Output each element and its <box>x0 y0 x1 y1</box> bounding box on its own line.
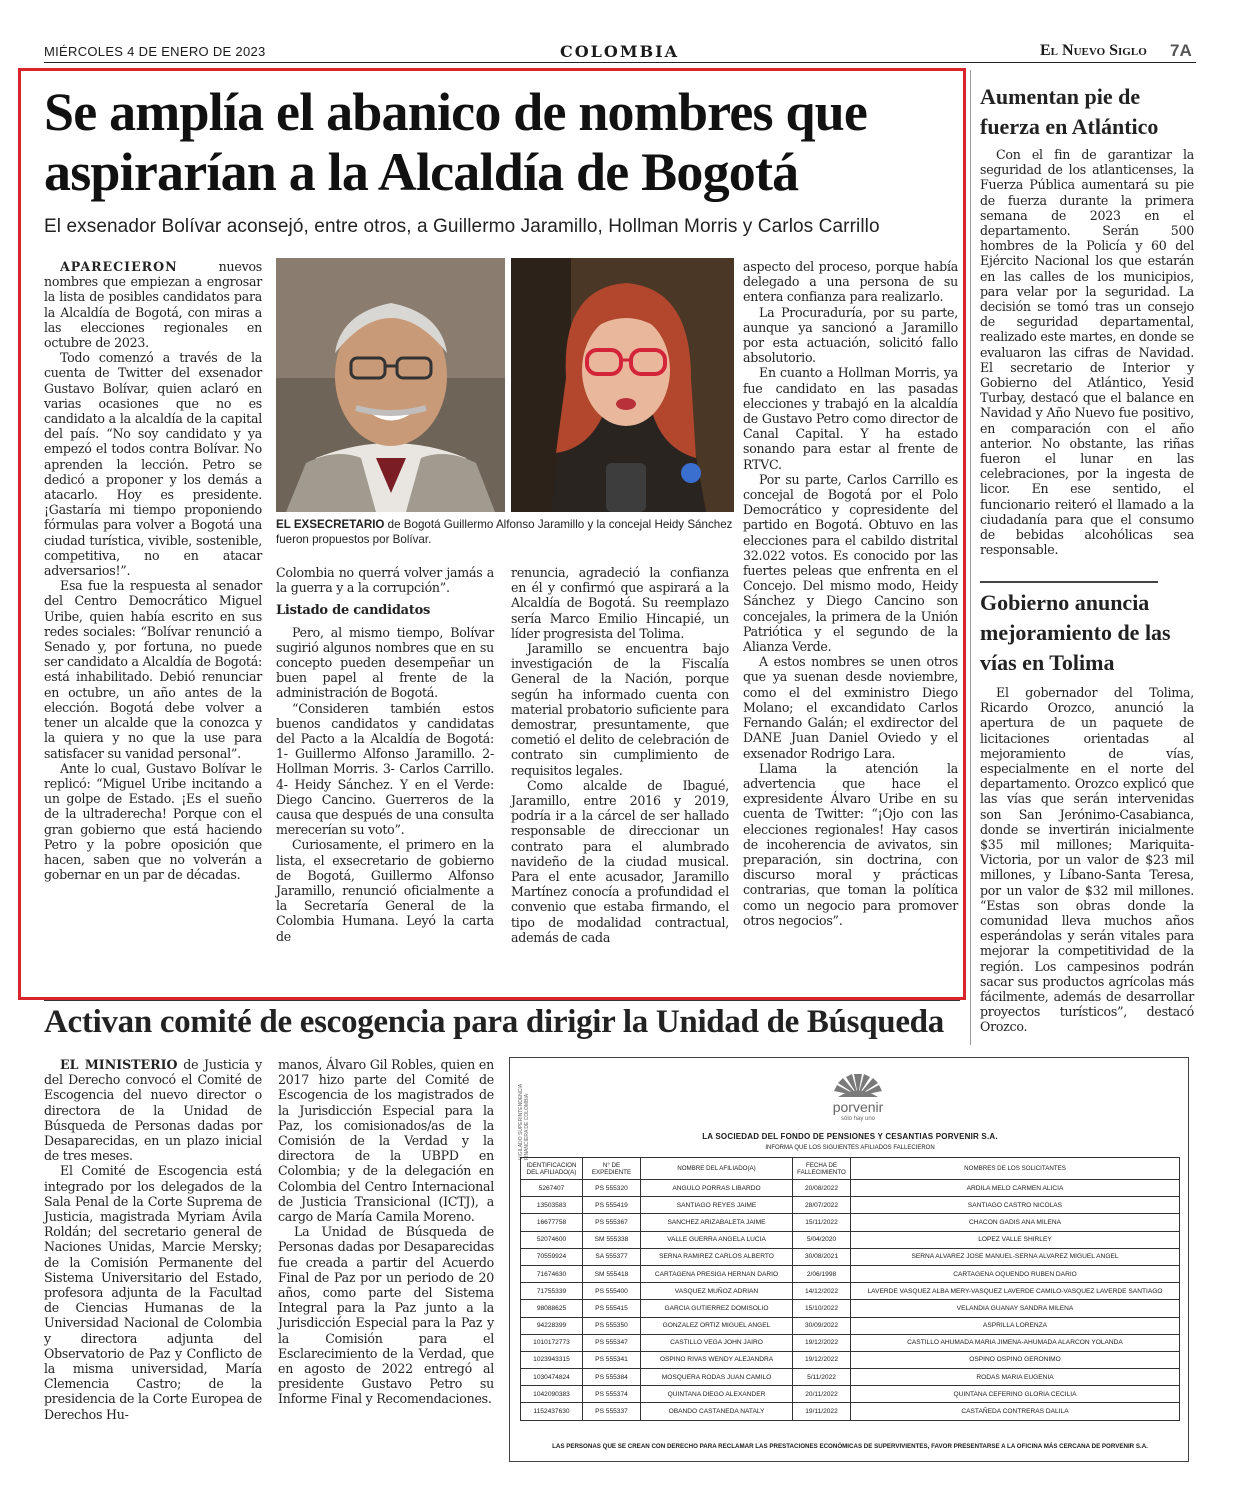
photo-caption <box>276 517 736 547</box>
paragraph: El gobernador del Tolima, Ricardo Orozco, anunció la apertura de un paquete de licitaciones orientadas al mejoramiento de vías, especialmente en el norte del departamento. Orozco explicó que las vías que serán intervenidas son San Jerónimo-Casabianca, donde se invertirán inicialmente $35 mil millones; Mariquita-Victoria, por un valor de $23 mil millones, y Líbano-Santa Teresa, por un valor de $32 mil millones. “Estas son obras donde la comunidad lleva muchos años esperándolas y serán vitales para mejorar la competitividad de la región. Los campesinos podrán sacar sus productos agrícolas más fácilmente, además de desarrollar proyectos turísticos”, destacó Orozco. <box>980 685 1194 1035</box>
header-rule <box>44 62 1196 63</box>
table-cell: 94228399 <box>521 1317 583 1334</box>
table-cell: RODAS MARIA EUGENIA <box>851 1369 1180 1386</box>
paragraph: Por su parte, Carlos Carrillo es concejal de Bogotá por el Polo Democrático y copresidente del partido en Bogotá. Obtuvo en las elecciones para el cabildo distrital 32.022 votos. Es conocido por las fuertes peleas que enfrenta en el Concejo. Del mismo modo, Heidy Sánchez y Diego Cancino son concejales, la primera de la Unión Patriótica y el segundo de la Alianza Verde. <box>743 471 958 655</box>
table-cell: LAVERDE VASQUEZ ALBA MERY-VASQUEZ LAVERDE CAMILO-VASQUEZ LAVERDE SANTIAGO <box>851 1283 1180 1300</box>
table-row <box>521 1403 1180 1420</box>
porvenir-tagline: sólo hay uno <box>840 1116 876 1122</box>
table-cell: 5267407 <box>521 1180 583 1197</box>
table-header-row <box>521 1158 1180 1180</box>
table-cell: PS 555337 <box>583 1403 641 1420</box>
paragraph: de Justicia y del Derecho convocó el Comité de Escogencia del nuevo director o directora de la Unidad de Búsqueda de Personas dadas por Desaparecidas, en un plazo inicial de tres meses. <box>44 1057 262 1164</box>
paragraph: La Unidad de Búsqueda de Personas dadas por Desaparecidas fue creada a partir del Acuerdo Final de Paz por un periodo de 20 años, como parte del Sistema Integral para la Paz junto a la Jurisdicción Especial para la Paz y la Comisión para el Esclarecimiento de la Verdad, que en agosto de 2022 entregó al presidente Gustavo Petro su Informe Final y Recomendaciones. <box>278 1224 494 1407</box>
table-cell: 70559924 <box>521 1248 583 1265</box>
table-cell: SM 555418 <box>583 1265 641 1282</box>
porvenir-logo-text: porvenir <box>832 1099 884 1115</box>
table-cell: 71674630 <box>521 1265 583 1282</box>
table-cell: 19/12/2022 <box>793 1334 851 1351</box>
caption-lead: EL EXSECRETARIO <box>276 518 385 531</box>
table-cell: 52074600 <box>521 1231 583 1248</box>
paragraph: En cuanto a Hollman Morris, ya fue candidato en las pasadas elecciones y trabajó en la alcaldía de Gustavo Petro como director de Canal Capital. Y ha estado sonando para estar al frente de RTVC. <box>743 365 958 472</box>
table-cell: 5/04/2020 <box>793 1231 851 1248</box>
table-cell: 5/11/2022 <box>793 1369 851 1386</box>
table-row <box>521 1283 1180 1300</box>
photo-guillermo-jaramillo <box>276 258 505 512</box>
table-cell: LOPEZ VALLE SHIRLEY <box>851 1231 1180 1248</box>
sidebar-headline-atlantico: Aumentan pie de fuerza en Atlántico <box>980 84 1159 139</box>
bottom-article-column-1 <box>44 1057 262 1422</box>
table-row <box>521 1197 1180 1214</box>
table-cell: GONZALEZ ORTIZ MIGUEL ANGEL <box>641 1317 793 1334</box>
sidebar-headline-tolima: Gobierno anuncia mejoramiento de las vías en Tolima <box>980 590 1171 675</box>
page-number: 7A <box>1170 41 1192 60</box>
table-row <box>521 1231 1180 1248</box>
deceased-affiliates-table <box>520 1157 1180 1421</box>
table-cell: 1010172773 <box>521 1334 583 1351</box>
table-row <box>521 1214 1180 1231</box>
table-cell: GARCIA GUTIERREZ DOMISOLIO <box>641 1300 793 1317</box>
main-headline: Se amplía el abanico de nombres que aspirarían a la Alcaldía de Bogotá <box>44 82 868 202</box>
table-cell: 16677758 <box>521 1214 583 1231</box>
table-cell: CASTILLO VEGA JOHN JAIRO <box>641 1334 793 1351</box>
section-title: COLOMBIA <box>560 42 679 61</box>
table-cell: PS 555374 <box>583 1386 641 1403</box>
table-cell: 1030474824 <box>521 1369 583 1386</box>
table-cell: 30/09/2022 <box>793 1317 851 1334</box>
paragraph: renuncia, agradeció la confianza en él y confirmó que aspirará a la Alcaldía de Bogotá. Su reemplazo sería Marco Emilio Hincapié, un líder progresista del Tolima. <box>511 565 729 641</box>
notice-footer: LAS PERSONAS QUE SE CREAN CON DERECHO PARA RECLAMAR LAS PRESTACIONES ECONÓMICAS DE SUPERVIVIENTES, FAVOR PRESENTARSE A LA OFICINA MÁS CERCANA DE PORVENIR S.A. <box>552 1443 1148 1450</box>
paragraph: Pero, al mismo tiempo, Bolívar sugirió algunos nombres que en su concepto pueden desempeñar un buen papel al frente de la administración de Bogotá. <box>276 624 494 701</box>
table-cell: SM 555338 <box>583 1231 641 1248</box>
col-header-expediente: N° DE EXPEDIENTE <box>583 1158 641 1180</box>
table-cell: CASTAÑEDA CONTRERAS DALILA <box>851 1403 1180 1420</box>
table-cell: SANTIAGO CASTRO NICOLAS <box>851 1197 1180 1214</box>
paragraph: nuevos nombres que empiezan a engrosar la lista de posibles candidatos para la Alcaldía de Bogotá, con miras a las elecciones regionales en octubre de 2023. <box>44 259 262 351</box>
table-cell: QUINTANA CEFERINO GLORIA CECILIA <box>851 1386 1180 1403</box>
paragraph: Todo comenzó a través de la cuenta de Twitter del exsenador Gustavo Bolívar, quien aclaró en varias ocasiones que no es candidato a la alcaldía de la capital del país. “No soy candidato y ya empezó el todos contra Bolívar. No aprenden la lección. Petro se dedicó a proponer y los demás a atacarlo. Hoy es presidente. ¡Gastaría mi tiempo proponiendo fórmulas para volver a Bogotá una ciudad turística, vivible, sostenible, competitiva, no en atacar adversarios!”. <box>44 350 262 579</box>
paragraph: El Comité de Escogencia está integrado por los delegados de la Sala Penal de la Corte Suprema de Justicia, magistrada Myriam Ávila Roldán; del secretario general de Naciones Unidas, Marcie Mersky; de la Comisión Permanente del Sistema Universitario del Estado, profesora adjunta de la Facultad de Ciencias Humanas de la Universidad Nacional de Colombia y directora adjunta del Observatorio de Paz y Conflicto de la misma universidad, María Clemencia Castro; de la presidencia de la Corte Europea de Derechos Hu- <box>44 1163 263 1422</box>
issue-date: MIÉRCOLES 4 DE ENERO DE 2023 <box>44 44 266 59</box>
lead-word: EL MINISTERIO <box>60 1057 178 1072</box>
notice-title: LA SOCIEDAD DEL FONDO DE PENSIONES Y CESANTIAS PORVENIR S.A. <box>702 1132 998 1141</box>
table-cell: PS 555400 <box>583 1283 641 1300</box>
table-cell: 1042090383 <box>521 1386 583 1403</box>
table-cell: MOSQUERA RODAS JUAN CAMILO <box>641 1369 793 1386</box>
table-row <box>521 1317 1180 1334</box>
table-cell: ANGULO PORRAS LIBARDO <box>641 1180 793 1197</box>
table-cell: OSPINO RIVAS WENDY ALEJANDRA <box>641 1351 793 1368</box>
table-cell: SERNA ALVAREZ JOSE MANUEL-SERNA ALVAREZ MIGUEL ANGEL <box>851 1248 1180 1265</box>
table-cell: SA 555377 <box>583 1248 641 1265</box>
paragraph: A estos nombres se unen otros que ya suenan desde noviembre, como el del exministro Diego Molano; el excandidato Carlos Fernando Galán; el exdirector del DANE Juan Daniel Oviedo y el exsenador Rodrigo Lara. <box>743 654 958 761</box>
paragraph: “Consideren también estos buenos candidatos y candidatas del Pacto a la Alcaldía de Bogotá: 1- Guillermo Alfonso Jaramillo. 2- Hollman Morris. 3- Carlos Carrillo. 4- Heidy Sánchez. Y en el Verde: Diego Cancino. Guerreros de la causa que después de una consulta merecerían su voto”. <box>276 700 494 838</box>
paragraph: Curiosamente, el primero en la lista, el exsecretario de gobierno de Bogotá, Guillermo Alfonso Jaramillo, renunció oficialmente a la Secretaría General de la Colombia Humana. Leyó la carta de <box>276 837 494 944</box>
table-cell: ASPRILLA LORENZA <box>851 1317 1180 1334</box>
table-cell: PS 555350 <box>583 1317 641 1334</box>
notice-subtitle: INFORMA QUE LOS SIGUIENTES AFILIADOS FALLECIERON <box>765 1145 935 1151</box>
sidebar-story-tolima <box>980 685 1194 1035</box>
paragraph: Ante lo cual, Gustavo Bolívar le replicó: “Miguel Uribe incitando a un golpe de Estado. ¡Es el sueño de la ultraderecha! Porque con el gran gobierno que está haciendo Petro y la pobre oposición que hacen, saben que no volverán a gobernar en un par de décadas. <box>44 760 262 883</box>
table-cell: PS 555367 <box>583 1214 641 1231</box>
table-row <box>521 1334 1180 1351</box>
table-cell: 1152437630 <box>521 1403 583 1420</box>
table-cell: PS 555347 <box>583 1334 641 1351</box>
table-cell: 15/10/2022 <box>793 1300 851 1317</box>
table-cell: 71755339 <box>521 1283 583 1300</box>
table-cell: 19/12/2022 <box>793 1351 851 1368</box>
table-cell: PS 555384 <box>583 1369 641 1386</box>
paragraph: manos, Álvaro Gil Robles, quien en 2017 hizo parte del Comité de Escogencia de los magistrados de la Jurisdicción Especial para la Paz, los comisionados/as de la Comisión de la Verdad y la directora de la UBPD en Colombia; y de la delegación en Colombia del Centro Internacional de Justicia Transicional (ICTJ), a cargo de María Camila Moreno. <box>278 1057 494 1225</box>
table-cell: VASQUEZ MUÑOZ ADRIAN <box>641 1283 793 1300</box>
table-cell: 30/08/2021 <box>793 1248 851 1265</box>
photo-heidy-sanchez <box>511 258 734 512</box>
table-row <box>521 1248 1180 1265</box>
col-header-id: IDENTIFICACION DEL AFILIADO(A) <box>521 1158 583 1180</box>
main-article-column-1 <box>44 259 262 882</box>
table-cell: 15/11/2022 <box>793 1214 851 1231</box>
paragraph: Con el fin de garantizar la seguridad de los atlanticenses, la Fuerza Pública aumentará su pie de fuerza durante la primera semana de 2023 en el departamento. Serán 500 hombres de la Policía y 60 del Ejército Nacional los que estarán en las calles de los municipios, para velar por la seguridad. La decisión se tomó tras un consejo de seguridad departamental, realizado este martes, en donde se evaluaron las cifras de Navidad. El secretario de Interior y Gobierno del Atlántico, Yesid Turbay, destacó que el balance en Navidad y Año Nuevo fue positivo, en comparación con el año anterior. No obstante, las riñas fueron el lunar en las celebraciones, por la ingesta de licor. En ese sentido, el funcionario reiteró el llamado a la ciudadanía para que el consumo de bebidas alcohólicas sea responsable. <box>980 147 1194 558</box>
table-cell: PS 555320 <box>583 1180 641 1197</box>
paragraph: Jaramillo se encuentra bajo investigación de la Fiscalía General de la Nación, porque según ha informado cuenta con material probatorio suficiente para demostrar, presuntamente, que cometió el delito de celebración de contrato sin cumplimiento de requisitos legales. <box>511 641 729 778</box>
table-cell: PS 555415 <box>583 1300 641 1317</box>
table-row <box>521 1369 1180 1386</box>
col-header-nombre: NOMBRE DEL AFILIADO(A) <box>641 1158 793 1180</box>
bottom-article-column-2 <box>278 1057 494 1407</box>
table-row <box>521 1386 1180 1403</box>
table-cell: CARTAGENA PRESIGA HERNAN DARIO <box>641 1265 793 1282</box>
table-cell: 28/07/2022 <box>793 1197 851 1214</box>
main-article-column-4 <box>743 259 958 928</box>
table-cell: 13503583 <box>521 1197 583 1214</box>
table-cell: PS 555341 <box>583 1351 641 1368</box>
table-cell: SERNA RAMIREZ CARLOS ALBERTO <box>641 1248 793 1265</box>
main-article-column-3 <box>511 565 729 945</box>
bottom-headline: Activan comité de escogencia para dirigir la Unidad de Búsqueda <box>44 1004 944 1040</box>
paragraph: Llama la atención la advertencia que hace el expresidente Álvaro Uribe en su cuenta de Twitter: “¡Ojo con las elecciones regionales! Hay casos de incoherencia de avivatos, sin preparación, sin doctrina, con discurso moral y prácticas contrarias, que toman la política como un negocio para promover otros negocios”. <box>743 760 958 928</box>
table-cell: CHACON GADIS ANA MILENA <box>851 1214 1180 1231</box>
table-cell: ARDILA MELO CARMEN ALICIA <box>851 1180 1180 1197</box>
table-cell: 1023943315 <box>521 1351 583 1368</box>
table-cell: SANCHEZ ARIZABALETA JAIME <box>641 1214 793 1231</box>
table-cell: SANTIAGO REYES JAIME <box>641 1197 793 1214</box>
paragraph: aspecto del proceso, porque había delegado a una persona de su entera confianza para realizarlo. <box>743 259 958 305</box>
table-cell: PS 555419 <box>583 1197 641 1214</box>
table-row <box>521 1180 1180 1197</box>
table-cell: 98088625 <box>521 1300 583 1317</box>
main-article-column-2 <box>276 565 494 944</box>
table-row <box>521 1351 1180 1368</box>
paragraph: Como alcalde de Ibagué, Jaramillo, entre 2016 y 2019, podría ir a la cárcel de ser hallado responsable de direccionar un contrato para el alumbrado navideño de la ciudad musical. Para el ente acusador, Jaramillo Martínez conocía a profundidad el convenio que estaba firmando, el tipo de modalidad contractual, además de cada <box>511 777 729 945</box>
paragraph: La Procuraduría, por su parte, aunque ya sancionó a Jaramillo por esta actuación, solicitó fallo absolutorio. <box>743 304 958 366</box>
table-cell: 20/11/2022 <box>793 1386 851 1403</box>
paragraph: Esa fue la respuesta al senador del Centro Democrático Miguel Uribe, quien había escrito en sus redes sociales: “Bolívar renunció a Senado y, por fortuna, no puede ser candidato a Alcaldía de Bogotá: está inhabilitado. Debió renunciar en octubre, un año antes de la elección. Bogotá debe volver a tener un alcalde que la conozca y la quiera y no que la use para satisfacer su vanidad personal”. <box>44 578 262 761</box>
table-row <box>521 1300 1180 1317</box>
col-header-fecha: FECHA DE FALLECIMIENTO <box>793 1158 851 1180</box>
table-cell: 20/08/2022 <box>793 1180 851 1197</box>
newspaper-name: El Nuevo Siglo <box>1040 42 1147 59</box>
table-cell: 14/12/2022 <box>793 1283 851 1300</box>
paragraph: Colombia no querrá volver jamás a la guerra y a la corrupción”. <box>276 565 494 596</box>
column-divider <box>970 70 971 1045</box>
table-cell: OSPINO OSPINO GERONIMO <box>851 1351 1180 1368</box>
table-cell: 2/06/1998 <box>793 1265 851 1282</box>
subhead-listado: Listado de candidatos <box>276 603 431 619</box>
table-cell: QUINTANA DIEGO ALEXANDER <box>641 1386 793 1403</box>
sidebar-rule <box>980 581 1158 583</box>
section-rule <box>44 1000 960 1001</box>
table-cell: CARTAGENA OQUENDO RUBEN DARIO <box>851 1265 1180 1282</box>
vigilado-label: VIGILADO SUPERINTENDENCIA FINANCIERA DE COLOMBIA <box>518 1084 530 1160</box>
table-cell: CASTILLO AHUMADA MARIA JIMENA-AHUMADA ALARCON YOLANDA <box>851 1334 1180 1351</box>
lead-word: APARECIERON <box>60 259 178 274</box>
col-header-solicitantes: NOMBRES DE LOS SOLICITANTES <box>851 1158 1180 1180</box>
sidebar-story-atlantico <box>980 147 1194 557</box>
table-cell: 19/11/2022 <box>793 1403 851 1420</box>
table-row <box>521 1265 1180 1282</box>
table-cell: VALLE GUERRA ANGELA LUCIA <box>641 1231 793 1248</box>
caption-text: de Bogotá Guillermo Alfonso Jaramillo y la concejal Heidy Sánchez fueron propuestos por Bolívar. <box>276 518 733 546</box>
table-cell: OBANDO CASTANEDA NATALY <box>641 1403 793 1420</box>
table-cell: VELANDIA GUANAY SANDRA MILENA <box>851 1300 1180 1317</box>
main-subheadline: El exsenador Bolívar aconsejó, entre otros, a Guillermo Jaramillo, Hollman Morris y Carlos Carrillo <box>44 216 880 237</box>
